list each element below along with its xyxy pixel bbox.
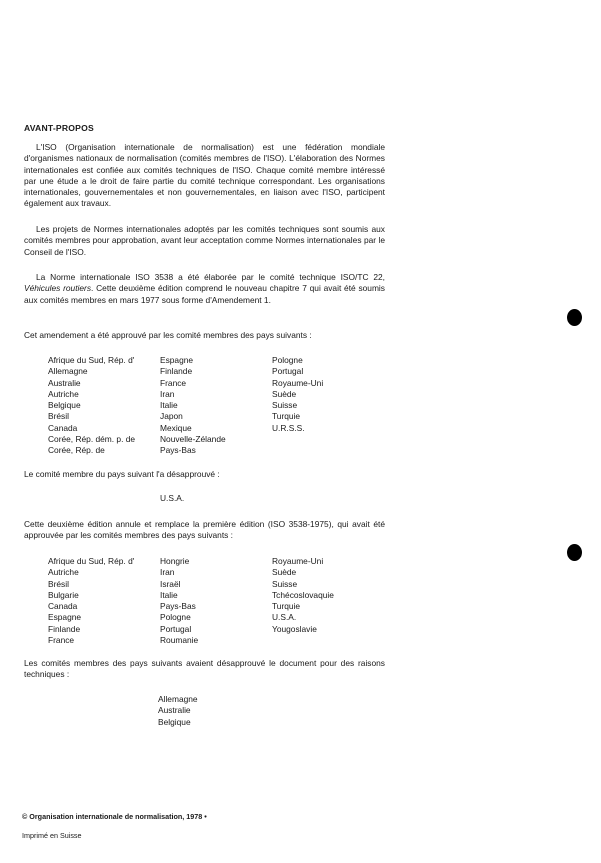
country-item: Turquie [272,601,301,612]
paragraph-draft-standards-text: Les projets de Normes internationales adoptés par les comités techniques sont soumis aux comités membres pour approbation, avant leur acceptation comme Normes internationales par le Conseil de l'ISO. [24,224,385,257]
country-item: Suède [272,567,297,578]
country-item: Bulgarie [48,589,79,600]
first-edition-approvals-col3 [272,556,334,635]
country-item: Hongrie [160,556,190,566]
country-item: Allemagne [158,694,198,704]
country-item: Belgique [158,716,191,727]
country-item: Roumanie [160,635,199,646]
country-item: Autriche [48,567,79,578]
country-item: Pologne [272,355,303,365]
country-item: Brésil [48,578,69,589]
country-item: Mexique [160,422,192,433]
country-item: Japon [160,411,183,422]
copyright-notice: © Organisation internationale de normalisation, 1978 • [22,812,207,821]
country-item: Afrique du Sud, Rép. d' [48,355,135,365]
country-item: Pologne [160,612,191,623]
country-item: Espagne [48,612,82,623]
paragraph-draft-standards [24,224,385,258]
country-item: Yougoslavie [272,623,317,634]
country-item: Pays-Bas [160,445,196,456]
printed-in-notice: Imprimé en Suisse [22,831,82,840]
country-item: Suisse [272,400,298,411]
first-edition-approvals-col2 [160,556,198,646]
country-item: Royaume-Uni [272,377,324,388]
country-item: Finlande [160,366,193,377]
country-item: Israël [160,578,181,589]
paragraph-technical-disapproval: Les comités membres des pays suivants avaient désapprouvé le document pour des raisons techniques : [24,658,385,680]
country-item: France [48,635,75,646]
country-item: Espagne [160,355,194,365]
country-item: Portugal [160,623,192,634]
paragraph-standard-origin-rest: . Cette deuxième édition comprend le nouveau chapitre 7 qui avait été soumis aux comités membres en mars 1977 sous forme d'Amendement 1. [24,283,385,305]
country-item: Corée, Rép. de [48,445,105,456]
amendment-approvals-col1 [48,355,135,457]
paragraph-iso-intro [24,142,385,210]
country-item: Corée, Rép. dém. p. de [48,434,136,445]
country-item: Brésil [48,411,69,422]
country-item: Suisse [272,578,298,589]
committee-title: Véhicules routiers [24,283,92,294]
country-item: Suède [272,388,297,399]
country-item: Belgique [48,400,81,411]
paragraph-standard-origin-text: La Norme internationale ISO 3538 a été élaborée par le comité technique ISO/TC 22, [36,272,385,282]
section-heading: AVANT-PROPOS [24,123,94,133]
country-item: Portugal [272,366,304,377]
paragraph-iso-intro-text: L'ISO (Organisation internationale de normalisation) est une fédération mondiale d'organismes nationaux de normalisation (comités membres de l'ISO). L'élaboration des Normes internationales est confiée aux comités techniques de l'ISO. Chaque comité membre intéressé par une étude a le droit de faire partie du comité technique correspondant. Les organisations internationales, gouvernementales et non gouvernementales, en liaison avec l'ISO, participent également aux travaux. [24,142,385,209]
paragraph-amendment-disapproval: Le comité membre du pays suivant l'a désapprouvé : [24,469,220,479]
country-item: Autriche [48,388,79,399]
country-item: Pays-Bas [160,601,196,612]
amendment-disapproval-country: U.S.A. [160,493,185,503]
country-item: Canada [48,601,78,612]
country-item: Tchécoslovaquie [272,589,334,600]
amendment-approvals-col3 [272,355,323,434]
paragraph-amendment-approval: Cet amendement a été approuvé par les comité membres des pays suivants : [24,330,312,340]
technical-disapprovals-list [158,694,198,728]
country-item: Afrique du Sud, Rép. d' [48,556,135,566]
paragraph-first-edition: Cette deuxième édition annule et remplace la première édition (ISO 3538-1975), qui avait été approuvée par les comités membres des pays suivants : [24,519,385,541]
binder-hole-icon [567,544,582,561]
country-item: Australie [48,377,81,388]
country-item: Nouvelle-Zélande [160,434,226,445]
country-item: Australie [158,705,191,716]
binder-hole-icon [567,309,582,326]
country-item: France [160,377,187,388]
country-item: Iran [160,567,175,578]
country-item: Canada [48,422,78,433]
country-item: Allemagne [48,366,88,377]
country-item: Italie [160,589,178,600]
paragraph-standard-origin [24,272,385,306]
country-item: Finlande [48,623,81,634]
country-item: Turquie [272,411,301,422]
country-item: U.S.A. [272,612,297,623]
amendment-approvals-col2 [160,355,226,457]
country-item: Iran [160,388,175,399]
country-item: Royaume-Uni [272,556,324,566]
country-item: Italie [160,400,178,411]
first-edition-approvals-col1 [48,556,134,646]
country-item: U.R.S.S. [272,422,305,433]
